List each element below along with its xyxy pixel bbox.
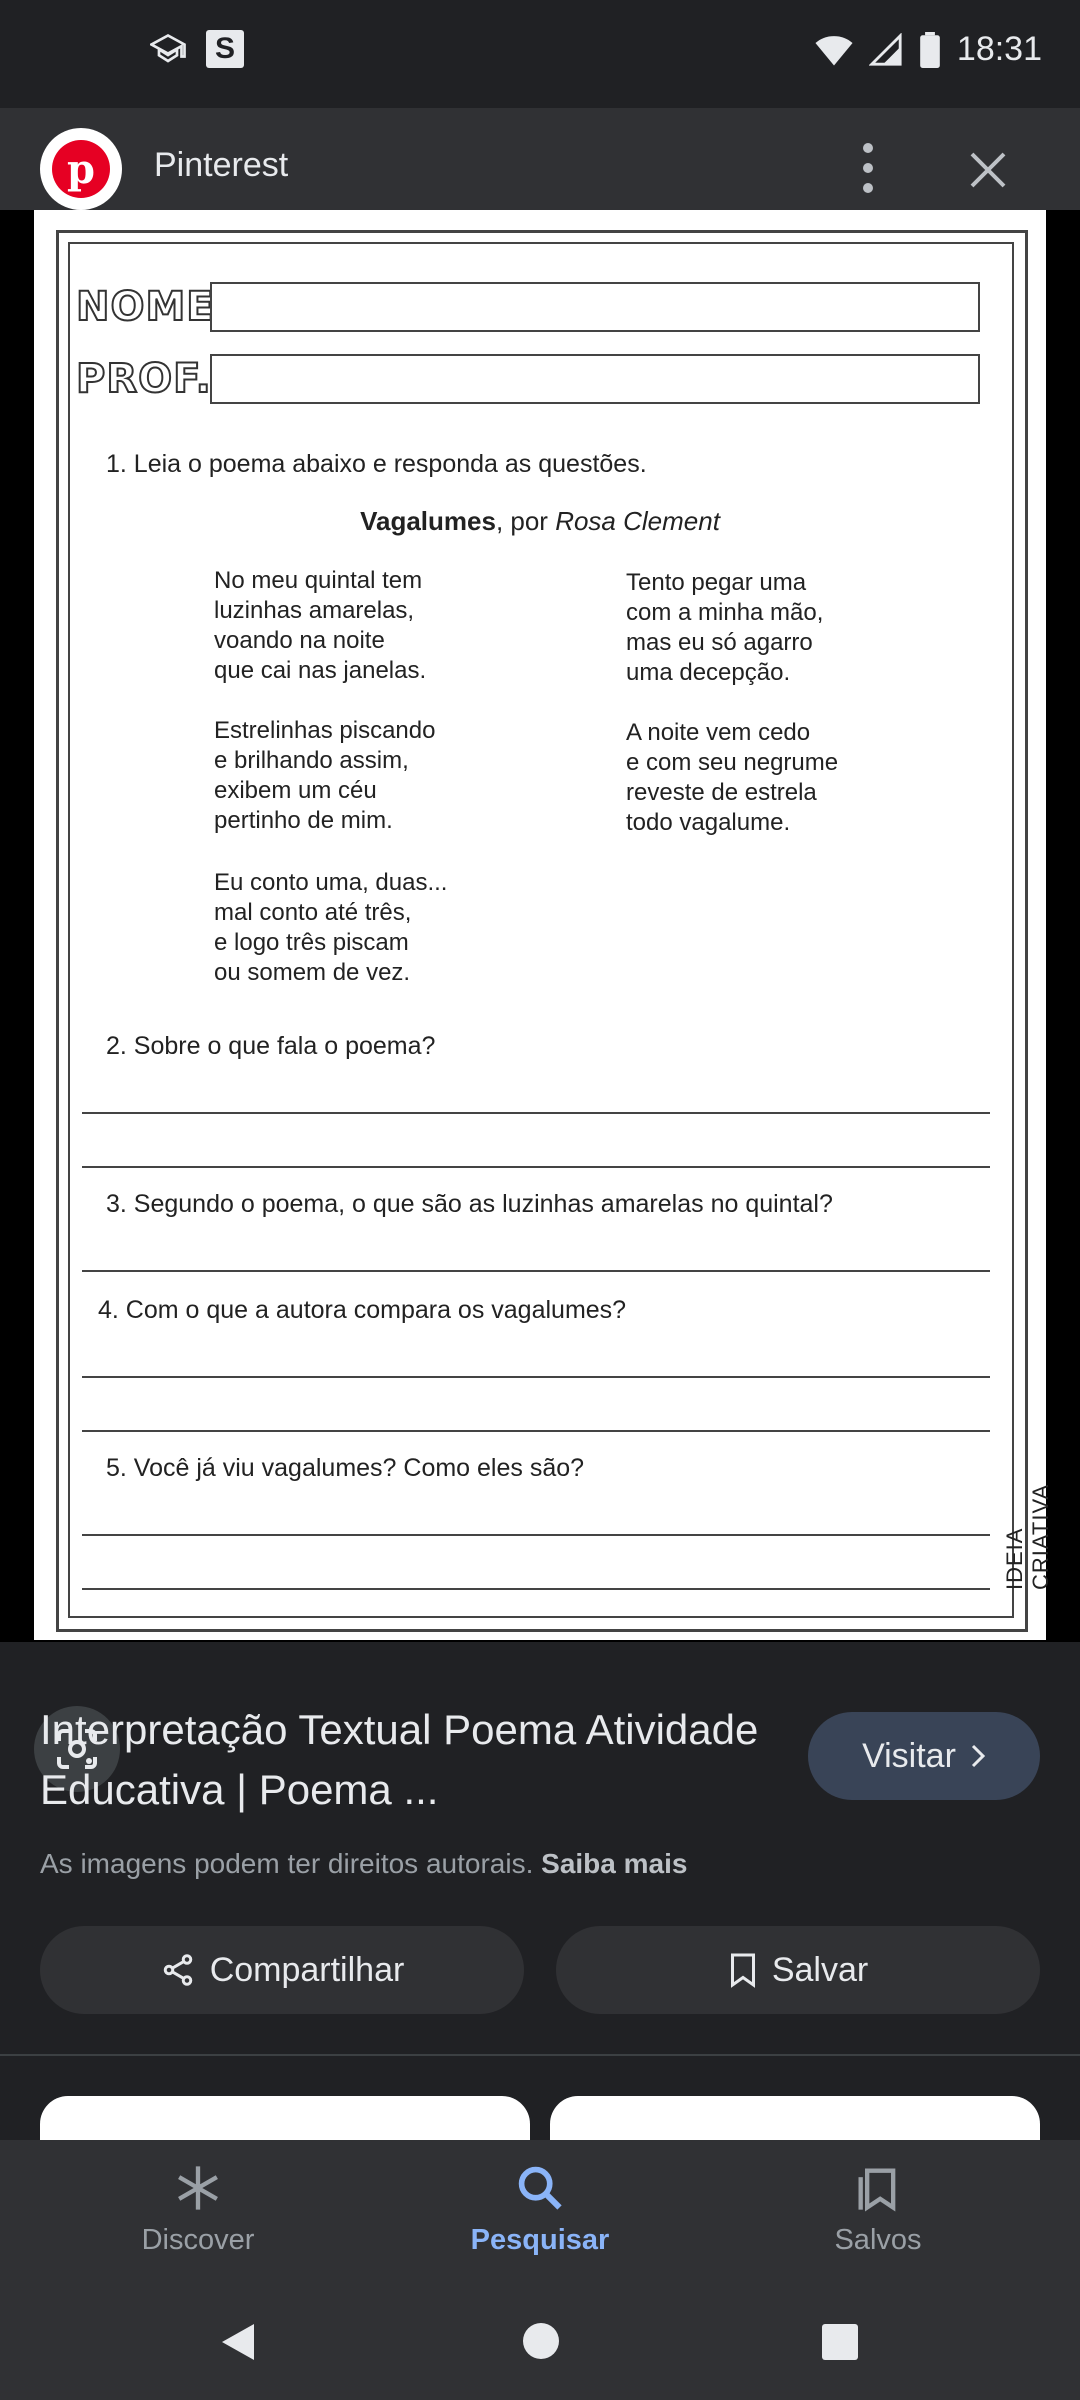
collections-bookmark-icon xyxy=(852,2162,904,2214)
nav-search-label: Pesquisar xyxy=(470,2224,610,2256)
nav-saved[interactable] xyxy=(778,2162,978,2257)
poem-title xyxy=(34,506,1046,537)
more-vert-icon xyxy=(848,138,888,198)
wifi-icon xyxy=(815,33,853,67)
answer-line xyxy=(82,1166,990,1168)
answer-line xyxy=(82,1430,990,1432)
recents-icon[interactable] xyxy=(822,2324,858,2360)
signal-icon xyxy=(869,33,903,67)
divider xyxy=(0,2054,1080,2056)
save-label: Salvar xyxy=(771,1950,869,1989)
question-3: 3. Segundo o poema, o que são as luzinhas amarelas no quintal? xyxy=(106,1190,833,1218)
system-navigation-bar xyxy=(0,2282,1080,2400)
answer-line xyxy=(82,1588,990,1590)
visit-label: Visitar xyxy=(862,1736,956,1775)
s-app-icon: S xyxy=(206,30,244,68)
home-icon[interactable] xyxy=(522,2322,560,2360)
pinterest-logo xyxy=(40,128,122,210)
close-icon xyxy=(960,142,1016,198)
poem-stanza-3: Eu conto uma, duas... mal conto até três, e logo três piscam ou somem de vez. xyxy=(214,869,448,986)
poem-stanza-4: Tento pegar uma com a minha mão, mas eu só agarro uma decepção. xyxy=(626,569,824,686)
copyright-notice xyxy=(40,1848,687,1880)
learn-more-link[interactable]: Saiba mais xyxy=(541,1848,688,1879)
question-4: 4. Com o que a autora compara os vagalumes? xyxy=(98,1296,627,1324)
nav-saved-label: Salvos xyxy=(834,2224,922,2256)
copyright-text: As imagens podem ter direitos autorais. xyxy=(40,1848,534,1879)
share-icon xyxy=(160,1952,196,1988)
visit-button[interactable] xyxy=(808,1712,1040,1800)
answer-line xyxy=(82,1534,990,1536)
nav-discover[interactable] xyxy=(98,2162,298,2257)
save-button[interactable] xyxy=(556,1926,1040,2014)
poem-by: , por xyxy=(495,506,556,536)
more-options-button[interactable] xyxy=(848,138,888,198)
related-result-card[interactable] xyxy=(40,2096,530,2140)
clock: 18:31 xyxy=(956,30,1042,68)
inner-border xyxy=(68,242,1014,1618)
bookmark-icon xyxy=(728,1952,758,1988)
share-label: Compartilhar xyxy=(209,1950,405,1989)
back-icon[interactable] xyxy=(218,2322,256,2362)
prof-box xyxy=(210,354,980,404)
image-preview[interactable] xyxy=(0,210,1080,1642)
poem-stanza-1: No meu quintal tem luzinhas amarelas, voando na noite que cai nas janelas. xyxy=(214,567,427,684)
pinterest-logo-letter: p xyxy=(52,140,110,198)
source-header xyxy=(0,108,1080,210)
asterisk-icon xyxy=(172,2162,224,2214)
worksheet-image xyxy=(34,210,1053,1640)
related-result-card[interactable] xyxy=(550,2096,1040,2140)
school-icon xyxy=(150,31,186,67)
source-title: Pinterest xyxy=(154,146,289,184)
result-title[interactable]: Interpretação Textual Poema Atividade Educativa | Poema ... xyxy=(40,1706,759,1813)
answer-line xyxy=(82,1376,990,1378)
status-bar xyxy=(0,0,1080,108)
name-label: NOME xyxy=(76,284,215,330)
poem-stanza-5: A noite vem cedo e com seu negrume reveste de estrela todo vagalume. xyxy=(626,719,839,836)
poem-name: Vagalumes xyxy=(360,506,496,536)
nav-discover-label: Discover xyxy=(141,2224,255,2256)
name-box xyxy=(210,282,980,332)
poem-author: Rosa Clement xyxy=(555,506,720,536)
question-1: 1. Leia o poema abaixo e responda as questões. xyxy=(106,450,647,478)
answer-line xyxy=(82,1270,990,1272)
prof-field-row xyxy=(76,354,980,404)
battery-icon xyxy=(919,32,941,68)
prof-label: PROF. xyxy=(76,356,212,402)
nav-search[interactable] xyxy=(440,2162,640,2257)
question-5: 5. Você já viu vagalumes? Como eles são? xyxy=(106,1454,585,1482)
bottom-navigation xyxy=(0,2140,1080,2282)
answer-line xyxy=(82,1112,990,1114)
close-button[interactable] xyxy=(960,142,1016,198)
poem-stanza-2: Estrelinhas piscando e brilhando assim, exibem um céu pertinho de mim. xyxy=(214,717,436,834)
name-field-row xyxy=(76,282,980,332)
question-2: 2. Sobre o que fala o poema? xyxy=(106,1032,436,1060)
chevron-right-icon xyxy=(970,1743,986,1769)
share-button[interactable] xyxy=(40,1926,524,2014)
search-icon xyxy=(514,2162,566,2214)
brand-watermark: IDEIA CRIATIVA xyxy=(1002,1483,1053,1590)
